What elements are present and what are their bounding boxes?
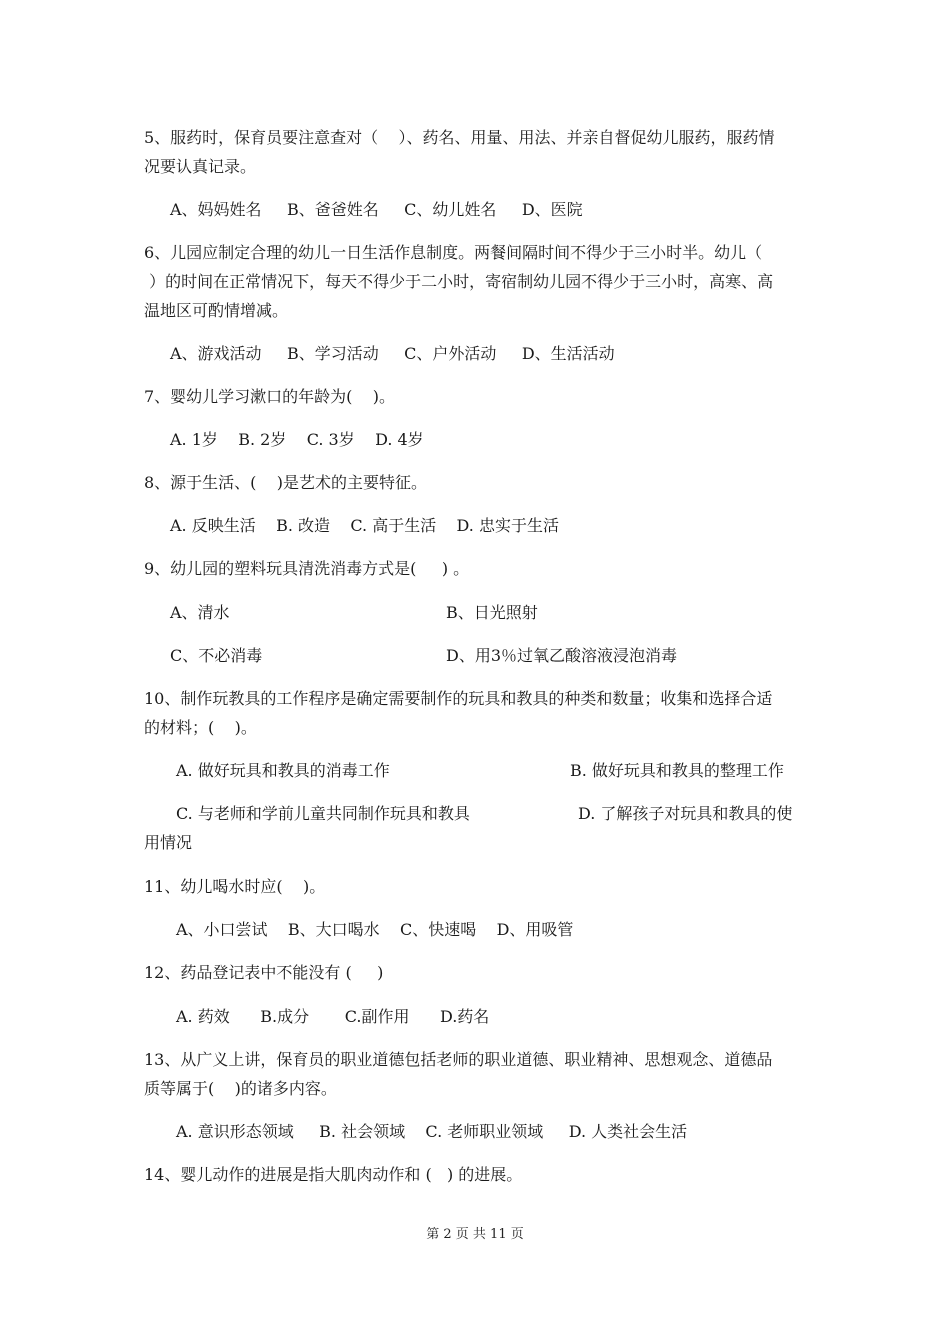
question-14-stem: 14、婴儿动作的进展是指大肌肉动作和 ( ) 的进展。 (144, 1165, 523, 1184)
question-6-stem-line2: ）的时间在正常情况下，每天不得少于二小时，寄宿制幼儿园不得少于三小时，高寒、高 (144, 272, 774, 291)
question-13-stem-line2: 质等属于( )的诸多内容。 (144, 1079, 337, 1098)
question-7-stem: 7、婴幼儿学习漱口的年龄为( )。 (144, 387, 396, 406)
question-9-option-b: B、日光照射 (446, 603, 538, 622)
question-8-stem: 8、源于生活、( )是艺术的主要特征。 (144, 473, 428, 492)
question-6-options: A、游戏活动 B、学习活动 C、户外活动 D、生活活动 (170, 344, 615, 363)
question-12-options: A. 药效 B.成分 C.副作用 D.药名 (176, 1007, 490, 1026)
question-9-stem: 9、幼儿园的塑料玩具清洗消毒方式是( ) 。 (144, 559, 470, 578)
question-6-stem-line3: 温地区可酌情增减。 (144, 301, 289, 320)
question-10-stem-line2: 的材料；( )。 (144, 718, 257, 737)
question-5-stem-line2: 况要认真记录。 (144, 157, 257, 176)
question-8-options: A. 反映生活 B. 改造 C. 高于生活 D. 忠实于生活 (170, 516, 559, 535)
question-12-stem: 12、药品登记表中不能没有 ( ) (144, 963, 384, 982)
question-13-options: A. 意识形态领域 B. 社会领域 C. 老师职业领域 D. 人类社会生活 (176, 1122, 688, 1141)
question-6-stem-line1: 6、儿园应制定合理的幼儿一日生活作息制度。两餐间隔时间不得少于三小时半。幼儿（ (144, 243, 763, 262)
question-13-stem-line1: 13、从广义上讲，保育员的职业道德包括老师的职业道德、职业精神、思想观念、道德品 (144, 1050, 773, 1069)
question-10-option-d-cont: 用情况 (144, 833, 193, 852)
page-number: 第 2 页 共 11 页 (426, 1227, 524, 1242)
question-9-option-d: D、用3％过氧乙酸溶液浸泡消毒 (446, 646, 678, 665)
question-9-option-a: A、清水 (170, 603, 230, 622)
question-11-options: A、小口尝试 B、大口喝水 C、快速喝 D、用吸管 (176, 920, 574, 939)
question-10-stem-line1: 10、制作玩教具的工作程序是确定需要制作的玩具和教具的种类和数量；收集和选择合适 (144, 689, 773, 708)
question-11-stem: 11、幼儿喝水时应( )。 (144, 877, 326, 896)
question-7-options: A. 1岁 B. 2岁 C. 3岁 D. 4岁 (170, 430, 424, 449)
question-10-option-d: D. 了解孩子对玩具和教具的使 (578, 804, 793, 823)
question-9-option-c: C、不必消毒 (170, 646, 263, 665)
question-10-option-c: C. 与老师和学前儿童共同制作玩具和教具 (176, 804, 470, 823)
question-5-options: A、妈妈姓名 B、爸爸姓名 C、幼儿姓名 D、医院 (170, 200, 583, 219)
question-5-stem-line1: 5、服药时，保育员要注意查对（ ）、药名、用量、用法、并亲自督促幼儿服药，服药情 (144, 128, 775, 147)
question-10-option-b: B. 做好玩具和教具的整理工作 (570, 761, 784, 780)
question-10-option-a: A. 做好玩具和教具的消毒工作 (176, 761, 390, 780)
